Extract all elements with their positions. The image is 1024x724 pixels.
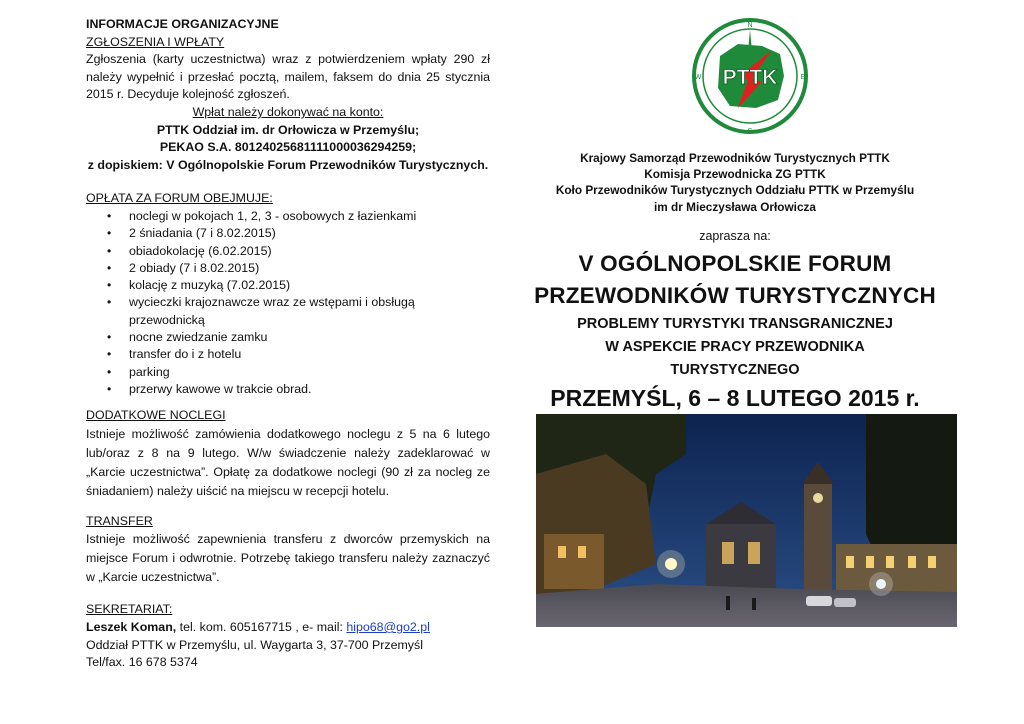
contact-phone: tel. kom. 605167715 , e- mail:	[176, 619, 347, 634]
logo-text: PTTK	[722, 66, 778, 89]
secretariat-address: Oddział PTTK w Przemyślu, ul. Waygarta 3, 37-700 Przemyśl	[86, 637, 423, 652]
secretariat-fax: Tel/fax. 16 678 5374	[86, 655, 198, 670]
email-link[interactable]: hipo68@go2.pl	[346, 619, 430, 634]
account-number: PEKAO S.A. 80124025681111000036294259;	[159, 140, 417, 155]
organizer-line: Komisja Przewodnicka ZG PTTK	[644, 167, 826, 182]
fee-item: • noclegi w pokojach 1, 2, 3 - osobowych z łazienkami	[129, 208, 490, 225]
subtitle-line: TURYSTYCZNEGO	[670, 362, 800, 378]
fee-item: • obiadokolację (6.02.2015)	[129, 243, 490, 260]
section-heading-info: INFORMACJE ORGANIZACYJNE	[86, 17, 279, 31]
compass-e: E	[800, 74, 806, 81]
registration-heading: ZGŁOSZENIA I WPŁATY	[86, 34, 225, 49]
compass-n: N	[747, 22, 753, 29]
account-intro: Wpłat należy dokonywać na konto:	[192, 104, 384, 119]
secretariat-heading: SEKRETARIAT:	[86, 602, 173, 617]
subtitle-line: PROBLEMY TURYSTYKI TRANSGRANICZNEJ	[577, 316, 893, 332]
event-subtitle	[530, 313, 940, 382]
fee-heading: OPŁATA ZA FORUM OBEJMUJE:	[86, 191, 273, 206]
account-holder: PTTK Oddział im. dr Orłowicza w Przemyślu;	[156, 122, 420, 137]
left-column	[86, 16, 490, 672]
przemysl-night-photo	[536, 414, 957, 627]
fee-item: • 2 obiady (7 i 8.02.2015)	[129, 260, 490, 277]
organizer-line: Krajowy Samorząd Przewodników Turystycznych PTTK	[580, 151, 890, 165]
transfer-heading: TRANSFER	[86, 513, 153, 528]
title-line: V OGÓLNOPOLSKIE FORUM	[578, 251, 892, 276]
extra-nights-text: Istnieje możliwość zamówienia dodatkowego noclegu z 5 na 6 lutego lub/oraz z 8 na 9 lutego. W/w świadczenie należy zadeklarować w „Karcie uczestnictwa”. Opłatę za dodatkowe noclegi (90 zł za nocleg ze śniadaniem) należy uiścić na miejscu w recepcji hotelu.	[86, 426, 490, 498]
extra-nights-heading: DODATKOWE NOCLEGI	[86, 408, 226, 423]
title-line: PRZEWODNIKÓW TURYSTYCZNYCH	[534, 283, 936, 308]
compass-w: W	[694, 74, 702, 81]
fee-item: • 2 śniadania (7 i 8.02.2015)	[129, 225, 490, 242]
organizer-line: im dr Mieczysława Orłowicza	[654, 199, 816, 214]
invite-text: zaprasza na:	[699, 229, 771, 243]
pttk-logo	[690, 16, 810, 136]
transfer-text: Istnieje możliwość zapewnienia transferu z dworców przemyskich na miejsce Forum i odwrotnie. Potrzebę takiego transferu należy zaznaczyć w „Karcie uczestnictwa”.	[86, 532, 490, 585]
event-title	[530, 248, 940, 312]
fee-item: • transfer do i z hotelu	[129, 346, 490, 363]
account-note: z dopiskiem: V Ogólnopolskie Forum Przewodników Turystycznych.	[87, 157, 489, 172]
fee-list	[86, 208, 490, 398]
fee-item: • nocne zwiedzanie zamku	[129, 329, 490, 346]
secretariat-contact	[86, 619, 490, 637]
event-place-date: PRZEMYŚL, 6 – 8 LUTEGO 2015 r.	[550, 385, 920, 411]
contact-name: Leszek Koman,	[86, 619, 177, 634]
organizers	[530, 150, 940, 215]
compass-s: S	[747, 128, 753, 135]
fee-item: • parking	[129, 364, 490, 381]
organizer-line: Koło Przewodników Turystycznych Oddziału PTTK w Przemyślu	[555, 183, 915, 198]
subtitle-line: W ASPEKCIE PRACY PRZEWODNIKA	[605, 339, 865, 355]
fee-item: • przerwy kawowe w trakcie obrad.	[129, 381, 490, 398]
fee-item: • wycieczki krajoznawcze wraz ze wstępami i obsługą przewodnicką	[129, 294, 490, 329]
registration-text: Zgłoszenia (karty uczestnictwa) wraz z potwierdzeniem wpłaty 290 zł należy wypełnić i przesłać pocztą, mailem, faksem do dnia 25 stycznia 2015 r. Decyduje kolejność zgłoszeń.	[86, 52, 490, 102]
fee-item: • kolację z muzyką (7.02.2015)	[129, 277, 490, 294]
